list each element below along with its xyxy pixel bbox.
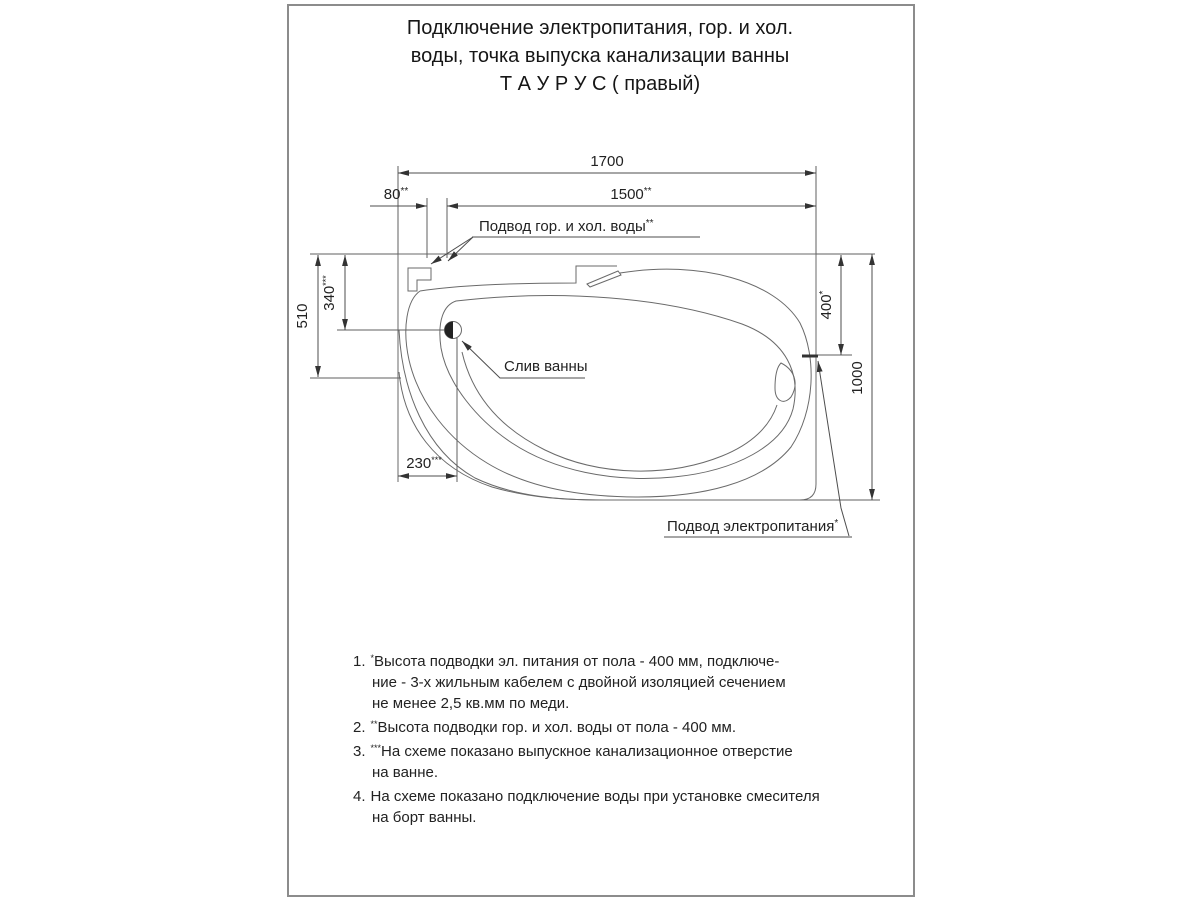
note-2: 2. **Высота подводки гор. и хол. воды от пола - 400 мм. (353, 719, 737, 736)
dim-340-label: 340*** (321, 275, 338, 311)
power-supply-label: Подвод электропитания* (667, 518, 839, 535)
notes-list (353, 648, 893, 828)
rim-slot (587, 271, 621, 287)
note-1: 1. *Высота подводки эл. питания от пола - 400 мм, подключе- ние - 3-х жильным кабелем с двойной изоляцией сечением не менее 2,5 кв.мм по меди. (353, 653, 786, 712)
water-supply-label: Подвод гор. и хол. воды** (479, 218, 654, 235)
drain-label: Слив ванны (504, 358, 588, 375)
leader-lines (431, 237, 852, 537)
apron-curve-outer (399, 330, 604, 500)
rim-contour-main (406, 269, 811, 497)
basin-contour (440, 296, 795, 479)
title-line-2: воды, точка выпуска канализации ванны (410, 45, 790, 67)
callout-labels (479, 218, 838, 535)
water-leader-arrow-1 (448, 237, 473, 261)
note-3: 3. ***На схеме показано выпускное канализационное отверстие на ванне. (353, 743, 793, 781)
dim-510-label: 510 (294, 303, 311, 329)
power-leader (818, 361, 849, 536)
title-line-1: Подключение электропитания, гор. и хол. (406, 17, 794, 39)
water-leader-arrow-2 (431, 237, 473, 264)
dim-400-label: 400* (818, 290, 835, 320)
water-supply-notch (408, 268, 431, 291)
dim-1500-label: 1500** (610, 186, 652, 203)
note-4: 4. На схеме показано подключение воды при установке смесителя на борт ванны. (353, 788, 820, 826)
tub-bounding-box (398, 254, 816, 500)
drain-hole-fill (445, 322, 454, 339)
dim-1700-label: 1700 (590, 153, 624, 170)
dim-1000-label: 1000 (849, 361, 866, 395)
headrest-detail (775, 363, 795, 401)
rim-contour-left (420, 266, 617, 291)
title-line-3: Т А У Р У С ( правый) (499, 73, 701, 95)
dim-230-label: 230*** (406, 455, 442, 472)
dimension-texts (294, 153, 866, 472)
extension-lines (310, 166, 880, 500)
tub-outline (398, 254, 816, 500)
dim-80-label: 80** (383, 186, 409, 203)
